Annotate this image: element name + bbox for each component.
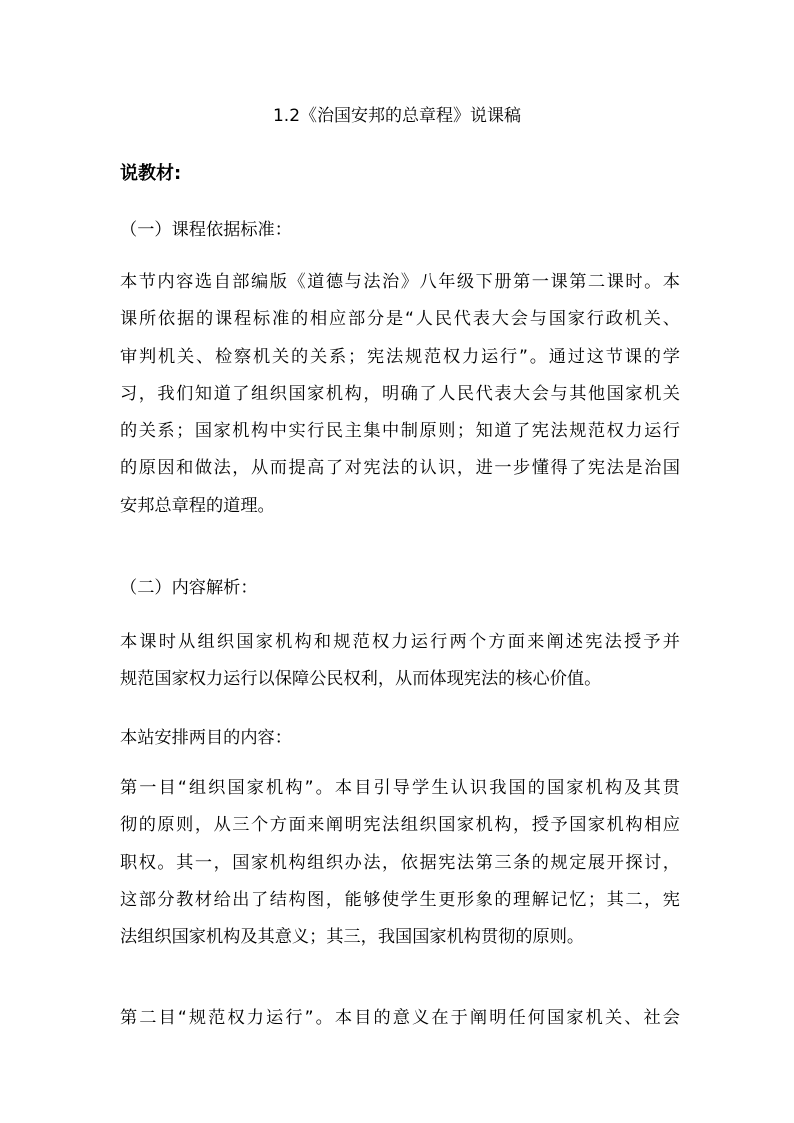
paragraph-line: 安邦总章程的道理。 xyxy=(120,495,275,516)
paragraph-line: 的原因和做法，从而提高了对宪法的认识，进一步懂得了宪法是治国 xyxy=(120,458,680,479)
paragraph-line: 规范国家权力运行以保障公民权利，从而体现宪法的核心价值。 xyxy=(120,669,602,690)
paragraph-line: 课所依据的课程标准的相应部分是“人民代表大会与国家行政机关、 xyxy=(120,309,680,330)
paragraph-line: 本节内容选自部编版《道德与法治》八年级下册第一课第二课时。本 xyxy=(120,272,680,292)
subsection-title-standards: （一）课程依据标准： xyxy=(120,220,292,240)
paragraph-line: 本课时从组织国家机构和规范权力运行两个方面来阐述宪法授予并 xyxy=(120,632,680,652)
paragraph-line: 本站安排两目的内容： xyxy=(120,728,292,748)
paragraph-line: 第二目“规范权力运行”。本目的意义在于阐明任何国家机关、社会 xyxy=(120,1008,680,1028)
document-title: 1.2《治国安邦的总章程》说课稿 xyxy=(272,106,522,126)
paragraph-line: 彻的原则，从三个方面来阐明宪法组织国家机构，授予国家机构相应 xyxy=(120,815,680,836)
subsection-title-analysis: （二）内容解析： xyxy=(120,578,258,598)
paragraph-line: 的关系；国家机构中实行民主集中制原则；知道了宪法规范权力运行 xyxy=(120,421,680,442)
paragraph-line: 法组织国家机构及其意义；其三，我国国家机构贯彻的原则。 xyxy=(120,927,585,948)
paragraph-second-item xyxy=(120,1000,680,1037)
paragraph-line: 习，我们知道了组织国家机构，明确了人民代表大会与其他国家机关 xyxy=(120,383,680,404)
paragraph-first-item xyxy=(120,770,680,956)
paragraph-line: 这部分教材给出了结构图，能够使学生更形象的理解记忆；其二，宪 xyxy=(120,889,680,910)
paragraph-standards xyxy=(120,264,680,525)
section-heading: 说教材: xyxy=(120,163,182,184)
paragraph-analysis xyxy=(120,624,680,699)
paragraph-line: 第一目“组织国家机构”。本目引导学生认识我国的国家机构及其贯 xyxy=(120,778,680,798)
paragraph-line: 职权。其一，国家机构组织办法，依据宪法第三条的规定展开探讨， xyxy=(120,852,680,873)
paragraph-line: 审判机关、检察机关的关系；宪法规范权力运行”。通过这节课的学 xyxy=(120,346,680,367)
paragraph-arrangement xyxy=(120,720,680,757)
